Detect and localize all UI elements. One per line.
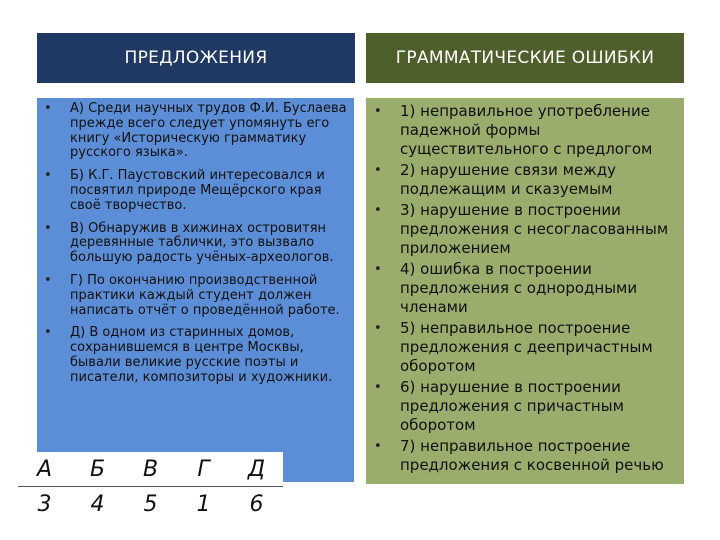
sentence-item bbox=[44, 325, 352, 385]
bullet-icon: • bbox=[44, 101, 52, 116]
errors-header-text: ГРАММАТИЧЕСКИЕ ОШИБКИ bbox=[395, 48, 655, 68]
error-item bbox=[374, 201, 682, 258]
sentences-panel bbox=[37, 98, 354, 482]
sentences-header-text: ПРЕДЛОЖЕНИЯ bbox=[124, 48, 268, 68]
error-text: 5) неправильное построение предложения с деепричастным оборотом bbox=[400, 319, 653, 375]
error-text: 4) ошибка в построении предложения с однородными членами bbox=[400, 260, 638, 316]
answer-number: 6 bbox=[249, 491, 264, 517]
answer-letter: Б bbox=[71, 452, 124, 487]
error-item bbox=[374, 437, 682, 475]
sentences-header bbox=[37, 33, 355, 83]
answer-number: 4 bbox=[90, 491, 105, 517]
errors-list bbox=[374, 102, 682, 477]
bullet-icon: • bbox=[374, 380, 382, 395]
sentence-text: А) Среди научных трудов Ф.И. Буслаева прежде всего следует упомянуть его книгу «Историческую грамматику русского языка». bbox=[70, 101, 347, 161]
answer-letter: В bbox=[124, 452, 177, 487]
error-item bbox=[374, 102, 682, 159]
sentence-text: В) Обнаружив в хижинах островитян деревянные таблички, это вызвало большую радость учёных-археологов. bbox=[70, 220, 334, 266]
error-item bbox=[374, 378, 682, 435]
sentence-item bbox=[44, 168, 352, 213]
sentence-item bbox=[44, 272, 352, 318]
bullet-icon: • bbox=[374, 262, 382, 277]
bullet-icon: • bbox=[44, 272, 52, 288]
sentence-item bbox=[44, 220, 352, 266]
bullet-icon: • bbox=[44, 168, 52, 184]
bullet-icon: • bbox=[374, 104, 382, 119]
sentence-item bbox=[44, 101, 352, 161]
answer-numbers-row bbox=[18, 487, 283, 522]
error-item bbox=[374, 161, 682, 199]
sentence-text: Г) По окончанию производственной практики каждый студент должен написать отчёт о проведённой работе. bbox=[70, 272, 340, 318]
sentence-text: Б) К.Г. Паустовский интересовался и посвятил природе Мещёрского края своё творчество. bbox=[70, 168, 325, 213]
answer-number: 3 bbox=[37, 491, 52, 517]
error-text: 7) неправильное построение предложения с косвенной речью bbox=[400, 437, 664, 474]
answer-letter: А bbox=[18, 452, 71, 487]
sentences-list bbox=[44, 101, 352, 394]
bullet-icon: • bbox=[374, 203, 382, 218]
bullet-icon: • bbox=[44, 220, 52, 236]
error-item bbox=[374, 260, 682, 317]
bullet-icon: • bbox=[374, 321, 382, 336]
answer-letters-row bbox=[18, 452, 283, 487]
error-text: 2) нарушение связи между подлежащим и сказуемым bbox=[400, 161, 616, 198]
bullet-icon: • bbox=[374, 439, 382, 454]
error-text: 3) нарушение в построении предложения с несогласованным приложением bbox=[400, 201, 669, 257]
errors-header bbox=[366, 33, 684, 83]
answer-letter: Д bbox=[230, 452, 283, 487]
answer-table bbox=[18, 452, 283, 521]
bullet-icon: • bbox=[44, 325, 52, 341]
answer-number: 1 bbox=[196, 491, 211, 517]
bullet-icon: • bbox=[374, 163, 382, 178]
answer-number: 5 bbox=[143, 491, 158, 517]
sentence-text: Д) В одном из старинных домов, сохранившемся в центре Москвы, бывали великие русские поэты и писатели, композиторы и художники. bbox=[70, 325, 333, 385]
errors-panel bbox=[366, 98, 684, 484]
error-item bbox=[374, 319, 682, 376]
error-text: 1) неправильное употребление падежной формы существительного с предлогом bbox=[400, 102, 653, 158]
error-text: 6) нарушение в построении предложения с причастным оборотом bbox=[400, 378, 624, 434]
answer-letter: Г bbox=[177, 452, 230, 487]
